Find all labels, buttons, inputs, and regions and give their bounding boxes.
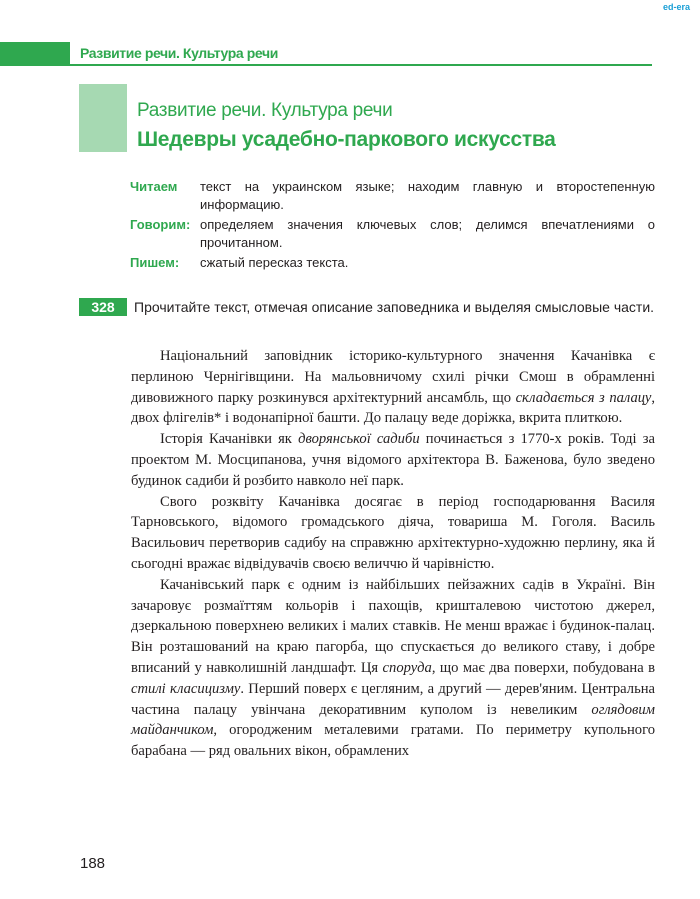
header-color-bar [0, 42, 70, 64]
exercise-instruction: Прочитайте текст, отмечая описание заповедника и выделяя смысловые части. [134, 299, 655, 315]
paragraph: Качанівський парк є одним із найбільших пейзажних садів в Україні. Він зачаровує розмаїттям кольорів і пахощів, кришталевою чистотою джерел, дзеркальною поверхнею великих і малих ставків. Не менш вражає і будинок-палац. Він розташований на краю пагорба, що спускається до великого ставу, і добре вписаний у навколишній ландшафт. Ця споруда, що має два поверхи, побудована в стилі класицизму. Перший поверх є цегляним, а другий — дерев'яним. Центральна частина палацу увінчана декоративним куполом із невеликим оглядовим майданчиком, огородженим металевими гратами. По периметру купольного барабана — ряд овальних вікон, обрамлених [131, 576, 656, 760]
page-number: 188 [80, 855, 106, 872]
paragraph: Національний заповідник історико-культурного значення Качанівка є перлиною Чернігівщини. На мальовничому схилі річки Смош в обрамленні дивовижного парку розкинувся архітектурний ансамбль, що складається з палацу, двох флігелів* і водонапірної башти. До палацу веде доріжка, вкрита плиткою. [131, 348, 655, 427]
lesson-title: Шедевры усадебно-паркового искусства [137, 128, 556, 151]
goal-text: определяем значения ключевых слов; делимся впечатлениями о прочитанном. [200, 217, 655, 250]
goal-speaking [130, 216, 655, 252]
goal-label: Читаем [130, 179, 178, 194]
section-color-block [79, 84, 127, 152]
section-kicker: Развитие речи. Культура речи [137, 100, 393, 121]
publisher-logo: ed-era [663, 2, 691, 12]
exercise [79, 298, 655, 317]
goal-text: текст на украинском языке; находим главную и второстепенную информацию. [200, 179, 655, 212]
goal-text: сжатый пересказ текста. [200, 255, 349, 270]
lesson-goals [130, 178, 655, 274]
reading-text [131, 346, 655, 762]
running-header [0, 42, 652, 66]
goal-writing [130, 254, 655, 272]
running-title: Развитие речи. Культура речи [80, 45, 278, 61]
goal-label: Говорим: [130, 217, 191, 232]
goal-label: Пишем: [130, 255, 180, 270]
goal-reading [130, 178, 655, 214]
paragraph: Свого розквіту Качанівка досягає в період господарювання Василя Тарновського, відомого громадського діяча, товариша М. Гоголя. Василь Васильович перетворив садибу на справжню архітектурно-художню перлину, яка й сьогодні вражає відвідувачів своєю величчю й чарівністю. [131, 493, 655, 572]
paragraph: Історія Качанівки як дворянської садиби починається з 1770-х років. Тоді за проектом М. Мосципанова, учня відомого архітектора В. Баженова, було зведено будинок садиби й розбито навколо неї парк. [131, 431, 655, 489]
exercise-number: 328 [79, 298, 127, 316]
